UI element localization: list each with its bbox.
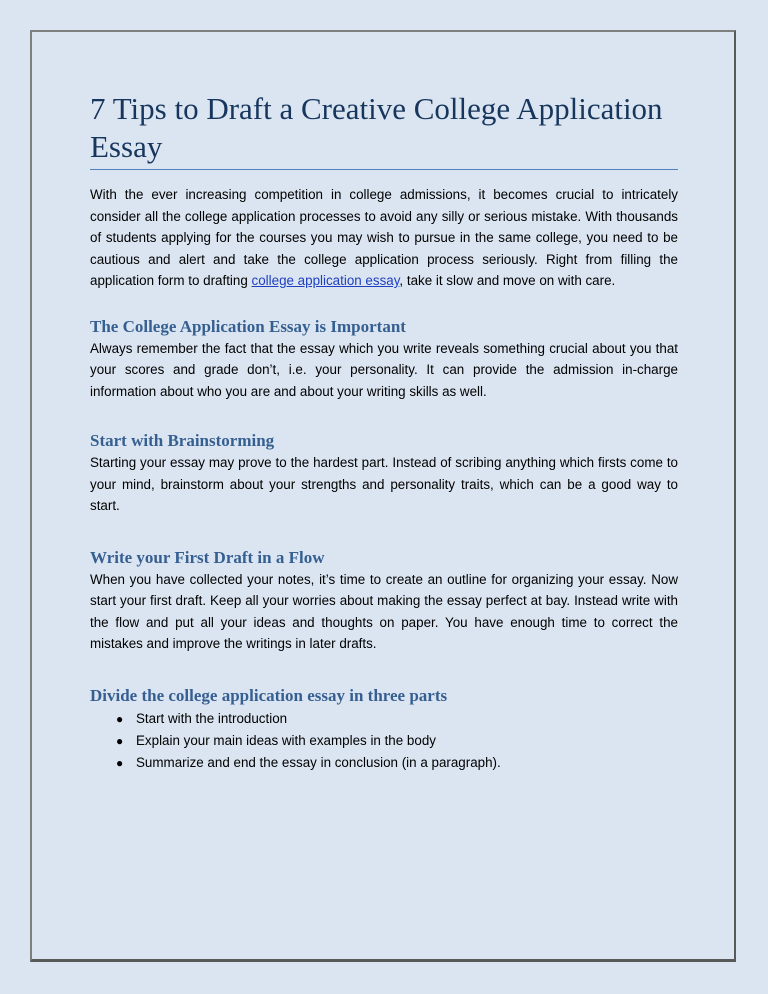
section-heading-three-parts: Divide the college application essay in three parts	[90, 685, 448, 705]
list-item	[90, 730, 678, 752]
document-title: 7 Tips to Draft a Creative College Application Essay	[90, 90, 678, 170]
list-item-text: Summarize and end the essay in conclusion (in a paragraph).	[136, 754, 501, 770]
college-essay-link[interactable]: college application essay	[251, 273, 400, 288]
list-item-text: Start with the introduction	[136, 710, 288, 726]
document-content	[90, 90, 678, 774]
bullet-icon: ●	[116, 733, 124, 748]
list-item	[90, 752, 678, 774]
section-heading-first-draft: Write your First Draft in a Flow	[90, 547, 325, 567]
intro-paragraph	[90, 184, 678, 292]
bullet-list	[90, 708, 678, 774]
list-item-text: Explain your main ideas with examples in the body	[136, 732, 436, 748]
section-body-importance: Always remember the fact that the essay which you write reveals something crucial about you that your scores and grade don’t, i.e. your personality. It can provide the admission in-charge information about who you are and about your writing skills as well.	[90, 340, 678, 399]
section-heading-importance: The College Application Essay is Important	[90, 316, 406, 336]
section-body-first-draft: When you have collected your notes, it’s time to create an outline for organizing your essay. Now start your first draft. Keep all your worries about making the essay perfect at bay. Instead write with the flow and put all your ideas and thoughts on paper. You have enough time to correct the mistakes and improve the writings in later drafts.	[90, 571, 678, 651]
intro-text-end: , take it slow and move on with care.	[399, 273, 616, 288]
section-body-brainstorming: Starting your essay may prove to the hardest part. Instead of scribing anything which firsts come to your mind, brainstorm about your strengths and personality traits, which can be a good way to start.	[90, 455, 678, 513]
bullet-icon: ●	[116, 711, 124, 726]
bullet-icon: ●	[116, 755, 124, 770]
intro-text: With the ever increasing competition in college admissions, it becomes crucial to intricately consider all the college application processes to avoid any silly or serious mistake. With thousands of students applying for the courses you may wish to pursue in the same college, you need to be cautious and alert and take the college application process seriously. Right from filling the application form to drafting	[90, 187, 678, 288]
list-item	[90, 708, 678, 730]
section-heading-brainstorming: Start with Brainstorming	[90, 431, 275, 450]
